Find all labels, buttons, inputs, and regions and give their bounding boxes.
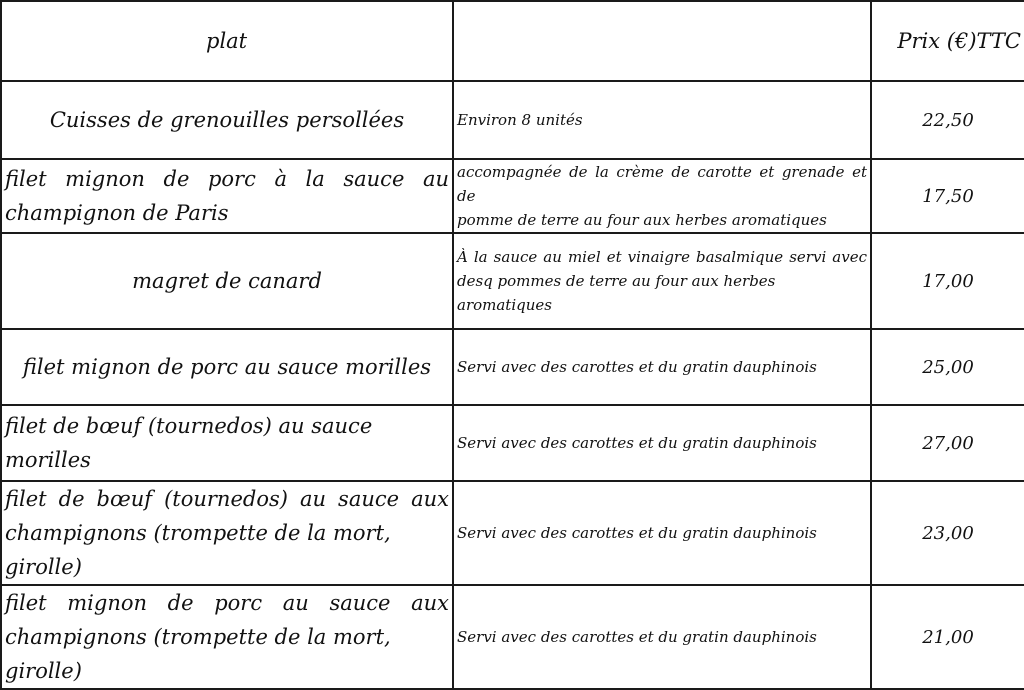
dish-name-line: champignons (trompette de la mort, girolle) <box>5 521 391 579</box>
dish-name <box>1 159 453 233</box>
dish-name <box>1 585 453 689</box>
dish-name: filet mignon de porc au sauce morilles <box>1 329 453 405</box>
dish-description: Environ 8 unités <box>453 81 871 159</box>
dish-price: 27,00 <box>871 405 1024 481</box>
dish-price: 17,00 <box>871 233 1024 329</box>
dish-description: Servi avec des carottes et du gratin dauphinois <box>453 585 871 689</box>
dish-name <box>1 481 453 585</box>
header-prix: Prix (€)TTC <box>871 1 1024 81</box>
table-row <box>1 585 1024 689</box>
dish-name: filet de bœuf (tournedos) au sauce morilles <box>1 405 453 481</box>
dish-description-line: aromatiques <box>457 296 552 314</box>
dish-price: 21,00 <box>871 585 1024 689</box>
table-row <box>1 81 1024 159</box>
dish-description: Servi avec des carottes et du gratin dauphinois <box>453 481 871 585</box>
dish-description <box>453 159 871 233</box>
table-row <box>1 329 1024 405</box>
dish-name: Cuisses de grenouilles persollées <box>1 81 453 159</box>
dish-price: 22,50 <box>871 81 1024 159</box>
table-row <box>1 159 1024 233</box>
header-description <box>453 1 871 81</box>
dish-description-line: accompagnée de la crème de carotte et grenade et de <box>457 163 867 205</box>
table-row <box>1 233 1024 329</box>
table-row <box>1 405 1024 481</box>
dish-name: magret de canard <box>1 233 453 329</box>
dish-description-line: pomme de terre au four aux herbes aromatiques <box>457 211 827 229</box>
header-row <box>1 1 1024 81</box>
dish-description: Servi avec des carottes et du gratin dauphinois <box>453 329 871 405</box>
dish-price: 23,00 <box>871 481 1024 585</box>
dish-price: 17,50 <box>871 159 1024 233</box>
dish-name-line: filet mignon de porc à la sauce au <box>5 167 449 191</box>
header-plat: plat <box>1 1 453 81</box>
dish-price: 25,00 <box>871 329 1024 405</box>
dish-description: Servi avec des carottes et du gratin dauphinois <box>453 405 871 481</box>
dish-name-line: filet de bœuf (tournedos) au sauce aux <box>5 487 449 511</box>
table-row <box>1 481 1024 585</box>
dish-description <box>453 233 871 329</box>
dish-name-line: champignon de Paris <box>5 201 229 225</box>
dish-name-line: champignons (trompette de la mort, girolle) <box>5 625 391 683</box>
dish-description-line: À la sauce au miel et vinaigre basalmique servi avec <box>457 248 867 266</box>
dish-description-line: desq pommes de terre au four aux herbes <box>457 272 776 290</box>
dish-name-line: filet mignon de porc au sauce aux <box>5 591 449 615</box>
